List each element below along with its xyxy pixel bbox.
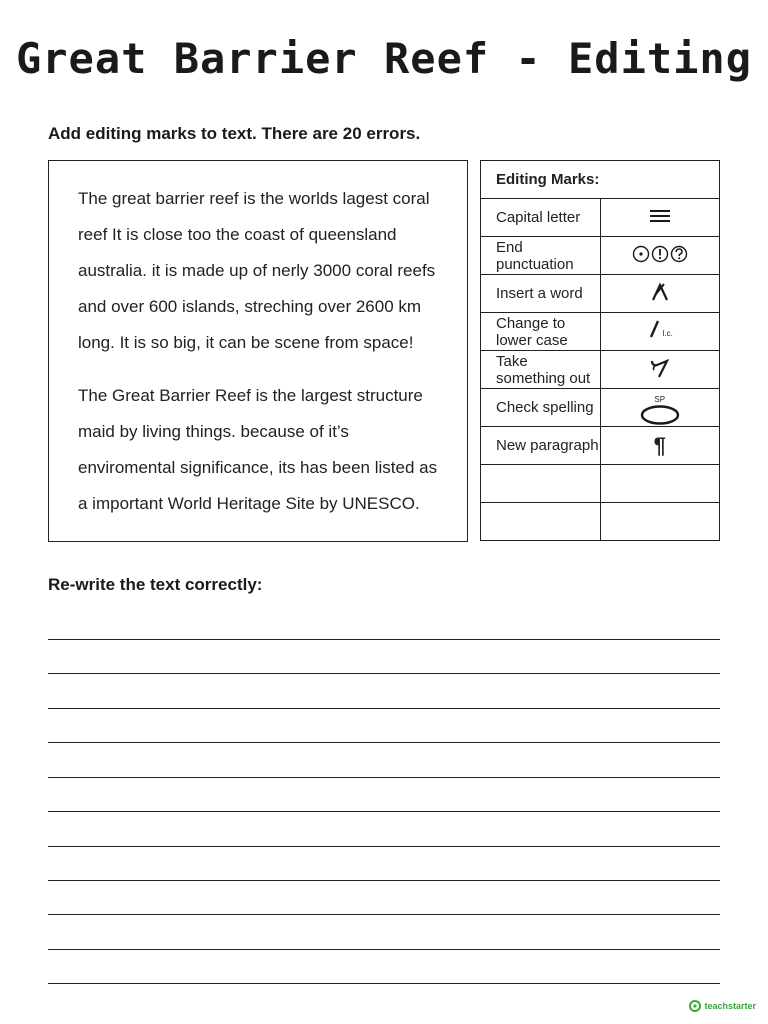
writing-line [48, 811, 720, 812]
logo-text: teachstarter [704, 1001, 756, 1011]
delete-mark-icon [649, 357, 671, 379]
mark-label: New paragraph [481, 427, 601, 465]
writing-line [48, 846, 720, 847]
mark-row [481, 275, 720, 313]
logo-mark-icon [689, 1000, 701, 1012]
writing-line [48, 949, 720, 950]
writing-line [48, 914, 720, 915]
writing-line [48, 983, 720, 984]
empty-mark-row [481, 503, 720, 541]
mark-row [481, 199, 720, 237]
mark-label: End punctuation [481, 237, 601, 275]
mark-row [481, 427, 720, 465]
editing-marks-header: Editing Marks: [481, 161, 720, 199]
writing-line [48, 673, 720, 674]
mark-row [481, 351, 720, 389]
mark-row [481, 237, 720, 275]
page-title: Great Barrier Reef - Editing [15, 34, 752, 83]
triple-underline-icon [648, 209, 672, 223]
empty-mark-row [481, 465, 720, 503]
passage-paragraph-1: The great barrier reef is the worlds lagest coral reef It is close too the coast of queensland australia. it is made up of nerly 3000 coral reefs and over 600 islands, streching over 2600 km long. It is so big, it can be scene from space! [78, 189, 436, 352]
editing-marks-table [480, 160, 720, 541]
punctuation-circles-icon [632, 245, 688, 263]
caret-insert-icon [651, 282, 669, 302]
writing-line [48, 880, 720, 881]
mark-label: Check spelling [481, 389, 601, 427]
teachstarter-logo [689, 1000, 756, 1012]
lower-case-label: l.c. [662, 329, 673, 338]
rewrite-label: Re-write the text correctly: [48, 575, 263, 594]
passage-paragraph-2: The Great Barrier Reef is the largest structure maid by living things. because of it’s enviromental significance, its has been listed as a important World Heritage Site by UNESCO. [78, 386, 438, 513]
spelling-label: SP [654, 395, 666, 404]
writing-line [48, 777, 720, 778]
writing-line [48, 708, 720, 709]
passage-box [48, 160, 468, 542]
sp-circle-icon [640, 395, 680, 426]
mark-row [481, 313, 720, 351]
pilcrow-icon: ¶ [653, 432, 666, 458]
mark-label: Insert a word [481, 275, 601, 313]
mark-row [481, 389, 720, 427]
slash-lc-icon [647, 319, 673, 341]
mark-label: Capital letter [481, 199, 601, 237]
writing-line [48, 639, 720, 640]
mark-label: Change to lower case [481, 313, 601, 351]
instruction-text: Add editing marks to text. There are 20 errors. [48, 124, 421, 143]
mark-label: Take something out [481, 351, 601, 389]
writing-line [48, 742, 720, 743]
